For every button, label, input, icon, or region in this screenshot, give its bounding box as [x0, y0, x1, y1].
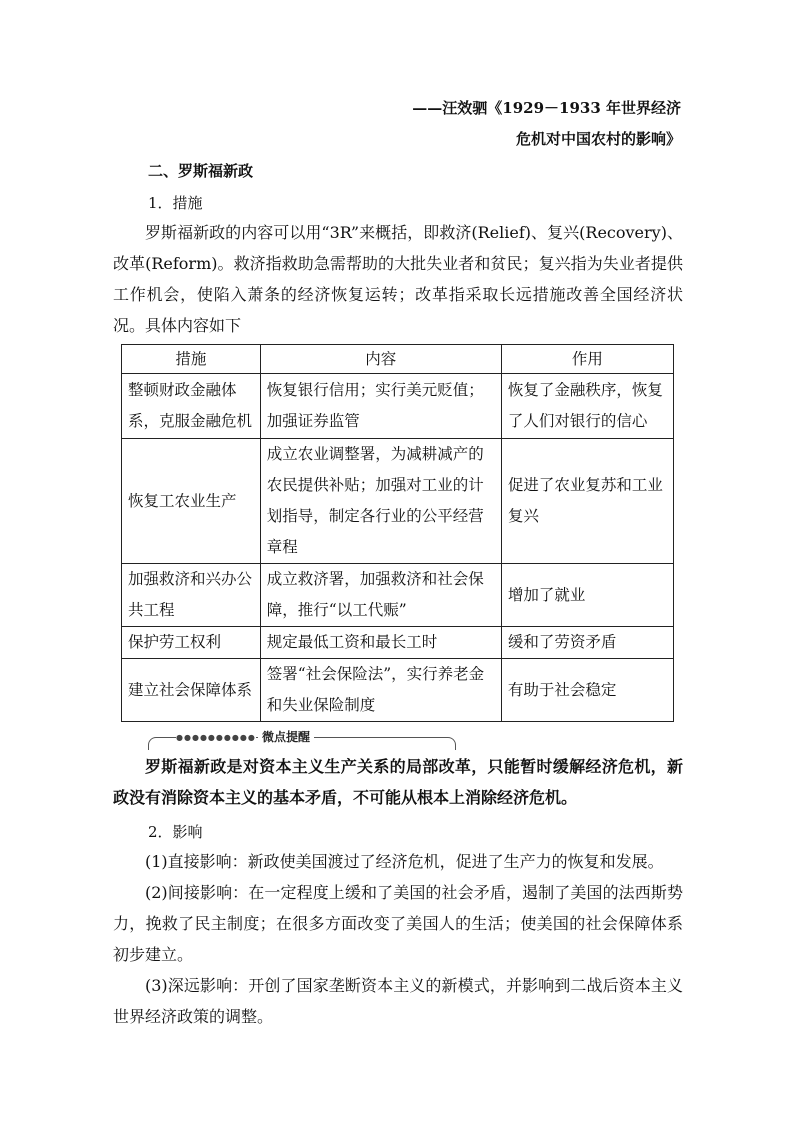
table-row [122, 627, 674, 659]
cell-measure: 整顿财政金融体系，克服金融危机 [122, 374, 261, 439]
citation-source-line1: ——汪效驷《1929－1933 年世界经济 [412, 99, 681, 117]
impact-far-reaching: (3)深远影响：开创了国家垄断资本主义的新模式，并影响到二战后资本主义世界经济政策的调整。 [113, 976, 683, 1026]
table-header-row [122, 345, 674, 374]
section-title: 二、罗斯福新政 [148, 162, 254, 180]
cell-measure: 建立社会保障体系 [122, 659, 261, 722]
subsection-measures-title: 1．措施 [148, 194, 203, 212]
cell-effect: 增加了就业 [501, 564, 673, 627]
header-measure: 措施 [122, 345, 261, 374]
cell-effect: 有助于社会稳定 [501, 659, 673, 722]
table-row [122, 659, 674, 722]
citation-source-line2: 危机对中国农村的影响》 [515, 130, 681, 148]
measures-table [121, 344, 674, 722]
cell-effect: 促进了农业复苏和工业复兴 [501, 439, 673, 564]
cell-effect: 恢复了金融秩序，恢复了人们对银行的信心 [501, 374, 673, 439]
cell-measure: 加强救济和兴办公共工程 [122, 564, 261, 627]
intro-paragraph: 罗斯福新政的内容可以用“3R”来概括，即救济(Relief)、复兴(Recovery)、改革(Reform)。救济指救助急需帮助的大批失业者和贫民；复兴指为失业者提供工作机会，使陷入萧条的经济恢复运转；改革指采取长远措施改善全国经济状况。具体内容如下 [113, 223, 683, 335]
table-row [122, 374, 674, 439]
cell-effect: 缓和了劳资矛盾 [501, 627, 673, 659]
table-row [122, 439, 674, 564]
cell-content: 规定最低工资和最长工时 [260, 627, 501, 659]
header-content: 内容 [260, 345, 501, 374]
tip-label: 微点提醒 [258, 728, 314, 745]
impact-direct: (1)直接影响：新政使美国渡过了经济危机，促进了生产力的恢复和发展。 [145, 852, 664, 871]
cell-content: 签署“社会保险法”，实行养老金和失业保险制度 [260, 659, 501, 722]
subsection-impact-title: 2．影响 [148, 823, 203, 841]
cell-content: 成立救济署，加强救济和社会保障，推行“以工代赈” [260, 564, 501, 627]
tip-dots-decoration: ●●●●●●●●●● [176, 733, 256, 742]
cell-content: 恢复银行信用；实行美元贬值；加强证券监管 [260, 374, 501, 439]
tip-text: 罗斯福新政是对资本主义生产关系的局部改革，只能暂时缓解经济危机，新政没有消除资本主义的基本矛盾，不可能从根本上消除经济危机。 [113, 757, 683, 807]
cell-measure: 保护劳工权利 [122, 627, 261, 659]
header-effect: 作用 [501, 345, 673, 374]
impact-indirect: (2)间接影响：在一定程度上缓和了美国的社会矛盾，遏制了美国的法西斯势力，挽救了民主制度；在很多方面改变了美国人的生活；使美国的社会保障体系初步建立。 [113, 883, 683, 964]
tip-header [148, 728, 456, 748]
cell-measure: 恢复工农业生产 [122, 439, 261, 564]
cell-content: 成立农业调整署，为减耕减产的农民提供补贴；加强对工业的计划指导，制定各行业的公平经营章程 [260, 439, 501, 564]
table-row [122, 564, 674, 627]
